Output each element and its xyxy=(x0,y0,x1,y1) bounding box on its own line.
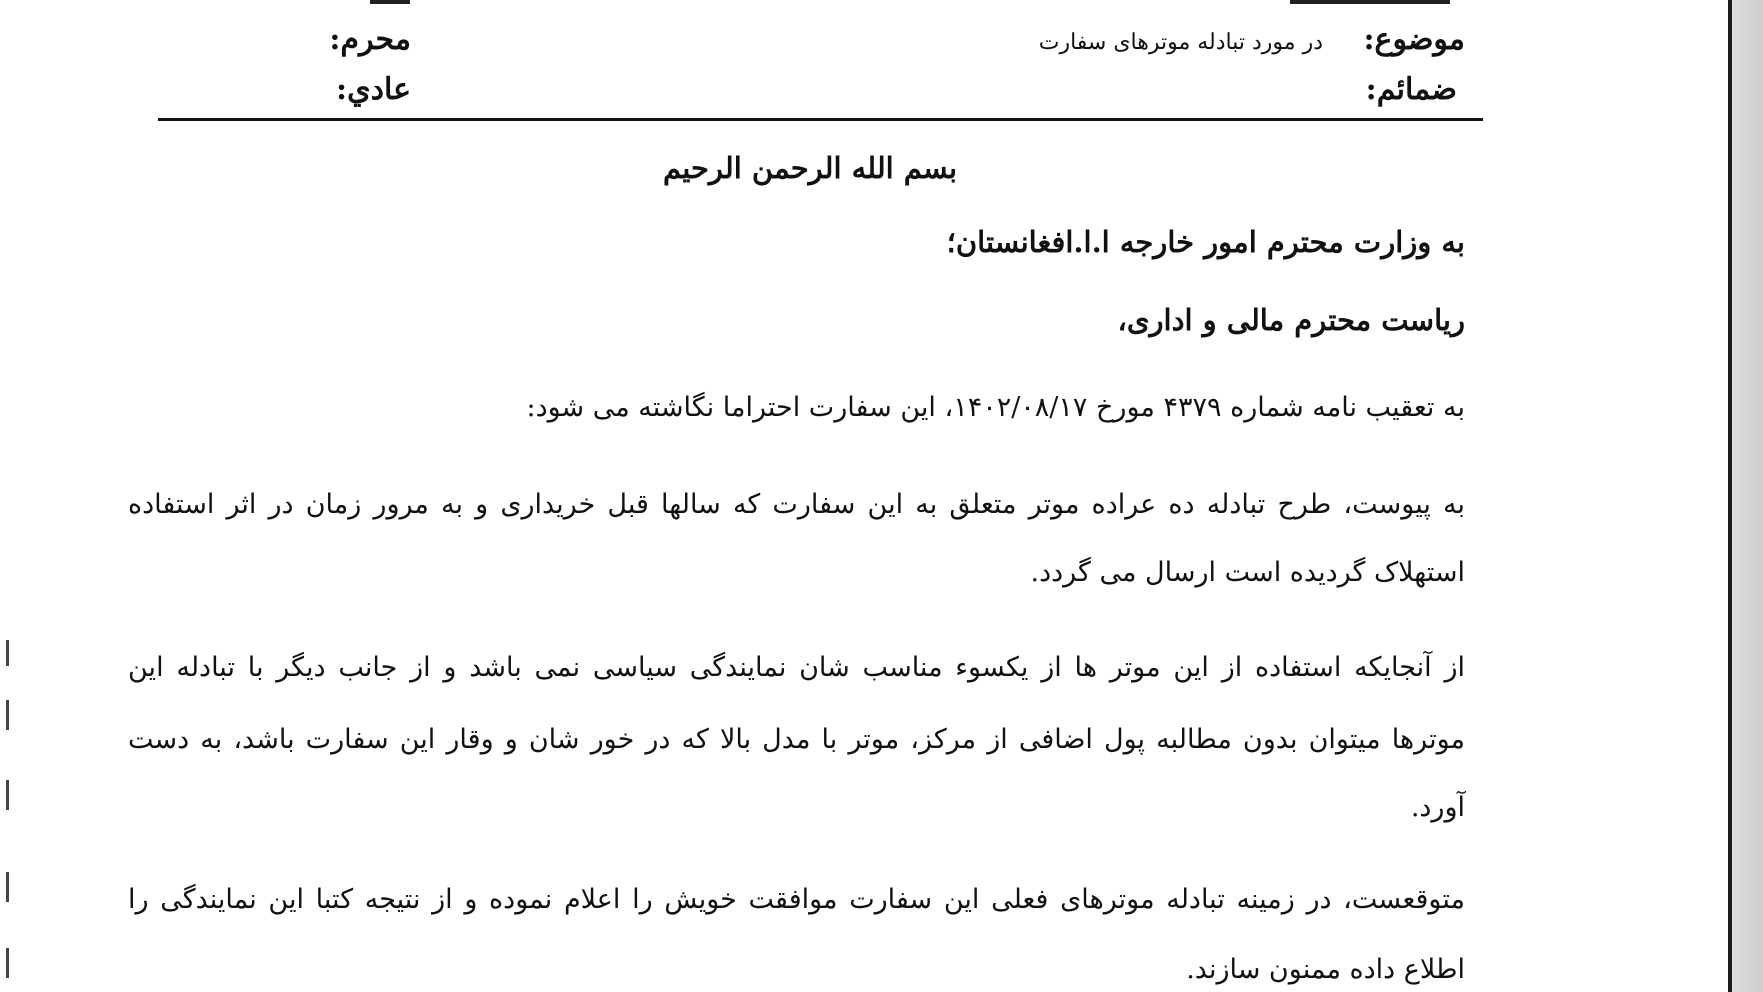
paragraph-2-line-3: آورد. xyxy=(1410,792,1465,823)
header-divider xyxy=(158,118,1483,121)
subject-value: در مورد تبادله موترهای سفارت xyxy=(1038,30,1323,55)
paragraph-3-line-1: متوقعست، در زمینه تبادله موترهای فعلی این سفارت موافقت خویش را اعلام نموده و از نتیجه کتبا این نمایندگی را xyxy=(128,884,1465,915)
intro-line: به تعقیب نامه شماره ۴۳۷۹ مورخ ۱۴۰۲/۰۸/۱۷، این سفارت احتراما نگاشته می شود: xyxy=(526,392,1465,423)
attachments-label: ضمائم: xyxy=(1365,72,1457,107)
scan-mark xyxy=(6,780,9,810)
confidential-label: محرم: xyxy=(329,22,411,57)
basmala-heading: بسم الله الرحمن الرحيم xyxy=(662,151,958,185)
paragraph-3-line-2: اطلاع داده ممنون سازند. xyxy=(1186,954,1465,985)
cut-off-text xyxy=(1290,0,1450,4)
subject-label: موضوع: xyxy=(1363,22,1465,57)
paragraph-2-line-1: از آنجایکه استفاده از این موتر ها از یکسوء مناسب شان نمایندگی سیاسی نمی باشد و از جانب دیگر با تبادله این xyxy=(128,652,1465,683)
scan-mark xyxy=(6,700,9,730)
cut-off-text xyxy=(370,0,410,4)
scan-edge-line xyxy=(1728,0,1732,992)
scan-mark xyxy=(6,948,9,978)
addressee-directorate: ریاست محترم مالی و اداری، xyxy=(1117,303,1465,337)
paragraph-2-line-2: موترها میتوان بدون مطالبه پول اضافی از مرکز، موتر با مدل بالا که در خور شان و وقار این سفارت باشد، به دست xyxy=(128,724,1465,755)
addressee-ministry: به وزارت محترم امور خارجه ا.ا.افغانستان؛ xyxy=(946,225,1465,259)
paragraph-1-line-2: استهلاک گردیده است ارسال می گردد. xyxy=(1030,557,1465,588)
scan-edge-shadow xyxy=(1727,0,1763,992)
scan-mark xyxy=(6,640,9,666)
ordinary-label: عادي: xyxy=(336,72,411,107)
paragraph-1-line-1: به پیوست، طرح تبادله ده عراده موتر متعلق به این سفارت که سالها قبل خریداری و به مرور زمان در اثر استفاده xyxy=(128,489,1466,520)
scan-mark xyxy=(6,872,9,902)
